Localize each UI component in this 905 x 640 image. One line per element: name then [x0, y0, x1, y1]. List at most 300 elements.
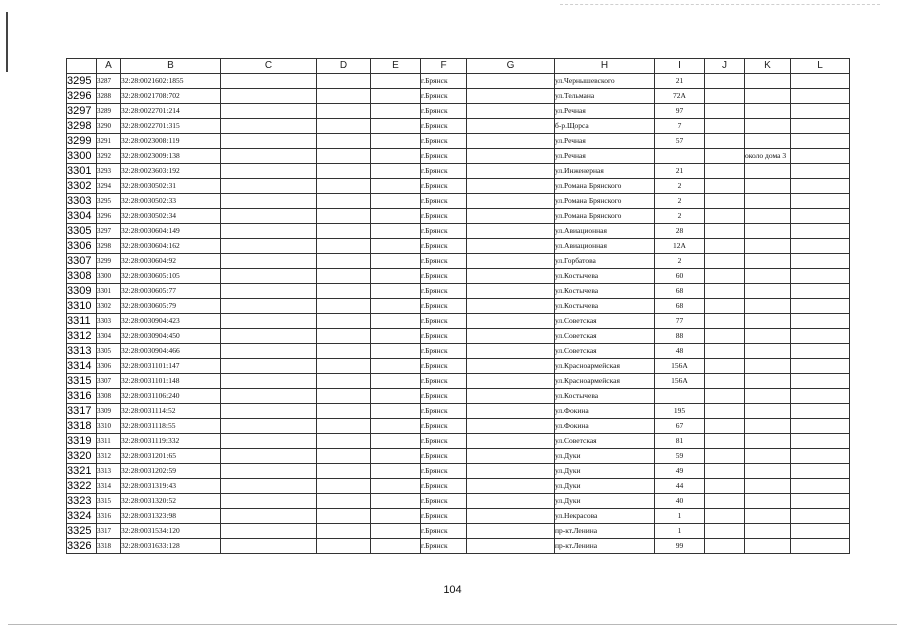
cell-j[interactable]	[705, 224, 745, 239]
cell-l[interactable]	[791, 524, 850, 539]
cell-f[interactable]: г.Брянск	[421, 464, 467, 479]
cell-k[interactable]	[745, 329, 791, 344]
cell-k[interactable]	[745, 284, 791, 299]
cell-f[interactable]: г.Брянск	[421, 74, 467, 89]
cell-j[interactable]	[705, 359, 745, 374]
cell-l[interactable]	[791, 194, 850, 209]
cell-l[interactable]	[791, 164, 850, 179]
cell-h[interactable]: ул.Чернышевского	[555, 74, 655, 89]
cell-l[interactable]	[791, 494, 850, 509]
cell-h[interactable]: ул.Романа Брянского	[555, 194, 655, 209]
cell-h[interactable]: пр-кт.Ленина	[555, 524, 655, 539]
row-number-header[interactable]: 3324	[67, 509, 97, 524]
cell-c[interactable]	[221, 134, 317, 149]
cell-i[interactable]: 21	[655, 74, 705, 89]
cell-k[interactable]	[745, 239, 791, 254]
cell-k[interactable]	[745, 524, 791, 539]
cell-g[interactable]	[467, 89, 555, 104]
cell-g[interactable]	[467, 449, 555, 464]
cell-l[interactable]	[791, 284, 850, 299]
cell-i[interactable]: 97	[655, 104, 705, 119]
cell-g[interactable]	[467, 239, 555, 254]
cell-l[interactable]	[791, 179, 850, 194]
cell-d[interactable]	[317, 419, 371, 434]
cell-k[interactable]	[745, 224, 791, 239]
row-number-header[interactable]: 3316	[67, 389, 97, 404]
cell-e[interactable]	[371, 359, 421, 374]
row-number-header[interactable]: 3297	[67, 104, 97, 119]
cell-c[interactable]	[221, 479, 317, 494]
cell-c[interactable]	[221, 299, 317, 314]
cell-a[interactable]: 3305	[97, 344, 121, 359]
cell-f[interactable]: г.Брянск	[421, 194, 467, 209]
cell-h[interactable]: ул.Авиационная	[555, 224, 655, 239]
cell-k[interactable]	[745, 299, 791, 314]
column-header-e[interactable]: E	[371, 59, 421, 74]
cell-l[interactable]	[791, 299, 850, 314]
cell-g[interactable]	[467, 524, 555, 539]
cell-l[interactable]	[791, 74, 850, 89]
cell-f[interactable]: г.Брянск	[421, 374, 467, 389]
cell-k[interactable]	[745, 209, 791, 224]
cell-l[interactable]	[791, 449, 850, 464]
row-number-header[interactable]: 3301	[67, 164, 97, 179]
cell-h[interactable]: ул.Фокина	[555, 404, 655, 419]
cell-f[interactable]: г.Брянск	[421, 209, 467, 224]
cell-f[interactable]: г.Брянск	[421, 179, 467, 194]
cell-k[interactable]	[745, 404, 791, 419]
cell-e[interactable]	[371, 509, 421, 524]
cell-j[interactable]	[705, 74, 745, 89]
cell-b[interactable]: 32:28:0030604:149	[121, 224, 221, 239]
column-header-i[interactable]: I	[655, 59, 705, 74]
cell-d[interactable]	[317, 164, 371, 179]
cell-g[interactable]	[467, 329, 555, 344]
cell-l[interactable]	[791, 389, 850, 404]
cell-b[interactable]: 32:28:0031118:55	[121, 419, 221, 434]
cell-a[interactable]: 3294	[97, 179, 121, 194]
cell-c[interactable]	[221, 284, 317, 299]
cell-c[interactable]	[221, 344, 317, 359]
cell-i[interactable]: 68	[655, 299, 705, 314]
cell-g[interactable]	[467, 149, 555, 164]
cell-e[interactable]	[371, 119, 421, 134]
row-number-header[interactable]: 3306	[67, 239, 97, 254]
cell-i[interactable]: 44	[655, 479, 705, 494]
cell-a[interactable]: 3302	[97, 299, 121, 314]
cell-d[interactable]	[317, 314, 371, 329]
cell-g[interactable]	[467, 389, 555, 404]
row-number-header[interactable]: 3302	[67, 179, 97, 194]
cell-b[interactable]: 32:28:0030605:79	[121, 299, 221, 314]
row-number-header[interactable]: 3314	[67, 359, 97, 374]
cell-b[interactable]: 32:28:0021708:702	[121, 89, 221, 104]
cell-i[interactable]: 21	[655, 164, 705, 179]
cell-e[interactable]	[371, 314, 421, 329]
cell-k[interactable]	[745, 374, 791, 389]
cell-g[interactable]	[467, 464, 555, 479]
cell-b[interactable]: 32:28:0030904:466	[121, 344, 221, 359]
cell-c[interactable]	[221, 359, 317, 374]
cell-c[interactable]	[221, 449, 317, 464]
cell-a[interactable]: 3299	[97, 254, 121, 269]
cell-d[interactable]	[317, 254, 371, 269]
cell-j[interactable]	[705, 449, 745, 464]
cell-i[interactable]: 7	[655, 119, 705, 134]
cell-j[interactable]	[705, 119, 745, 134]
cell-c[interactable]	[221, 149, 317, 164]
cell-c[interactable]	[221, 224, 317, 239]
cell-b[interactable]: 32:28:0030502:33	[121, 194, 221, 209]
cell-j[interactable]	[705, 134, 745, 149]
cell-d[interactable]	[317, 434, 371, 449]
cell-g[interactable]	[467, 179, 555, 194]
cell-c[interactable]	[221, 179, 317, 194]
cell-i[interactable]: 2	[655, 209, 705, 224]
cell-b[interactable]: 32:28:0031202:59	[121, 464, 221, 479]
cell-l[interactable]	[791, 344, 850, 359]
cell-d[interactable]	[317, 539, 371, 554]
cell-g[interactable]	[467, 344, 555, 359]
cell-d[interactable]	[317, 209, 371, 224]
cell-c[interactable]	[221, 119, 317, 134]
cell-i[interactable]	[655, 149, 705, 164]
cell-a[interactable]: 3304	[97, 329, 121, 344]
cell-a[interactable]: 3291	[97, 134, 121, 149]
cell-d[interactable]	[317, 299, 371, 314]
cell-a[interactable]: 3292	[97, 149, 121, 164]
cell-b[interactable]: 32:28:0031320:52	[121, 494, 221, 509]
cell-i[interactable]: 28	[655, 224, 705, 239]
cell-e[interactable]	[371, 269, 421, 284]
cell-h[interactable]: ул.Красноармейская	[555, 374, 655, 389]
cell-h[interactable]: пр-кт.Ленина	[555, 539, 655, 554]
cell-a[interactable]: 3303	[97, 314, 121, 329]
cell-c[interactable]	[221, 524, 317, 539]
cell-c[interactable]	[221, 509, 317, 524]
cell-h[interactable]: ул.Горбатова	[555, 254, 655, 269]
cell-d[interactable]	[317, 119, 371, 134]
cell-g[interactable]	[467, 374, 555, 389]
cell-k[interactable]	[745, 119, 791, 134]
cell-k[interactable]	[745, 359, 791, 374]
cell-f[interactable]: г.Брянск	[421, 494, 467, 509]
cell-f[interactable]: г.Брянск	[421, 344, 467, 359]
cell-i[interactable]: 2	[655, 194, 705, 209]
cell-b[interactable]: 32:28:0031323:98	[121, 509, 221, 524]
cell-h[interactable]: ул.Костычева	[555, 284, 655, 299]
cell-k[interactable]	[745, 254, 791, 269]
cell-f[interactable]: г.Брянск	[421, 269, 467, 284]
cell-f[interactable]: г.Брянск	[421, 89, 467, 104]
cell-i[interactable]: 57	[655, 134, 705, 149]
cell-j[interactable]	[705, 389, 745, 404]
cell-j[interactable]	[705, 404, 745, 419]
cell-e[interactable]	[371, 284, 421, 299]
cell-a[interactable]: 3318	[97, 539, 121, 554]
cell-j[interactable]	[705, 509, 745, 524]
cell-h[interactable]: ул.Авиационная	[555, 239, 655, 254]
cell-j[interactable]	[705, 269, 745, 284]
cell-d[interactable]	[317, 404, 371, 419]
cell-a[interactable]: 3290	[97, 119, 121, 134]
cell-h[interactable]: ул.Тельмана	[555, 89, 655, 104]
cell-a[interactable]: 3310	[97, 419, 121, 434]
row-number-header[interactable]: 3295	[67, 74, 97, 89]
cell-e[interactable]	[371, 254, 421, 269]
cell-d[interactable]	[317, 464, 371, 479]
cell-a[interactable]: 3289	[97, 104, 121, 119]
cell-i[interactable]: 72А	[655, 89, 705, 104]
cell-d[interactable]	[317, 269, 371, 284]
cell-e[interactable]	[371, 494, 421, 509]
cell-l[interactable]	[791, 434, 850, 449]
row-number-header[interactable]: 3321	[67, 464, 97, 479]
cell-b[interactable]: 32:28:0031114:52	[121, 404, 221, 419]
cell-b[interactable]: 32:28:0023603:192	[121, 164, 221, 179]
cell-d[interactable]	[317, 104, 371, 119]
column-header-c[interactable]: C	[221, 59, 317, 74]
cell-d[interactable]	[317, 224, 371, 239]
cell-g[interactable]	[467, 404, 555, 419]
row-number-header[interactable]: 3299	[67, 134, 97, 149]
cell-j[interactable]	[705, 314, 745, 329]
cell-i[interactable]: 68	[655, 284, 705, 299]
cell-i[interactable]: 60	[655, 269, 705, 284]
cell-b[interactable]: 32:28:0030604:162	[121, 239, 221, 254]
cell-b[interactable]: 32:28:0030604:92	[121, 254, 221, 269]
cell-l[interactable]	[791, 269, 850, 284]
cell-f[interactable]: г.Брянск	[421, 104, 467, 119]
cell-i[interactable]	[655, 389, 705, 404]
cell-l[interactable]	[791, 224, 850, 239]
column-header-f[interactable]: F	[421, 59, 467, 74]
cell-c[interactable]	[221, 464, 317, 479]
cell-b[interactable]: 32:28:0022701:214	[121, 104, 221, 119]
cell-h[interactable]: ул.Красноармейская	[555, 359, 655, 374]
cell-b[interactable]: 32:28:0023008:119	[121, 134, 221, 149]
cell-h[interactable]: ул.Речная	[555, 149, 655, 164]
cell-h[interactable]: ул.Дуки	[555, 494, 655, 509]
cell-k[interactable]	[745, 539, 791, 554]
cell-c[interactable]	[221, 194, 317, 209]
cell-i[interactable]: 77	[655, 314, 705, 329]
cell-k[interactable]	[745, 74, 791, 89]
cell-l[interactable]	[791, 149, 850, 164]
cell-i[interactable]: 88	[655, 329, 705, 344]
cell-f[interactable]: г.Брянск	[421, 224, 467, 239]
cell-e[interactable]	[371, 239, 421, 254]
cell-h[interactable]: ул.Дуки	[555, 449, 655, 464]
cell-c[interactable]	[221, 269, 317, 284]
row-number-header[interactable]: 3310	[67, 299, 97, 314]
row-number-header[interactable]: 3298	[67, 119, 97, 134]
cell-a[interactable]: 3317	[97, 524, 121, 539]
cell-c[interactable]	[221, 374, 317, 389]
cell-a[interactable]: 3312	[97, 449, 121, 464]
cell-e[interactable]	[371, 224, 421, 239]
cell-b[interactable]: 32:28:0030904:423	[121, 314, 221, 329]
cell-b[interactable]: 32:28:0030502:31	[121, 179, 221, 194]
cell-d[interactable]	[317, 344, 371, 359]
cell-d[interactable]	[317, 374, 371, 389]
cell-g[interactable]	[467, 74, 555, 89]
cell-l[interactable]	[791, 254, 850, 269]
cell-j[interactable]	[705, 524, 745, 539]
cell-j[interactable]	[705, 149, 745, 164]
cell-f[interactable]: г.Брянск	[421, 164, 467, 179]
cell-k[interactable]	[745, 479, 791, 494]
cell-g[interactable]	[467, 434, 555, 449]
cell-d[interactable]	[317, 194, 371, 209]
row-number-header[interactable]: 3313	[67, 344, 97, 359]
cell-d[interactable]	[317, 149, 371, 164]
cell-k[interactable]	[745, 164, 791, 179]
column-header-l[interactable]: L	[791, 59, 850, 74]
cell-e[interactable]	[371, 434, 421, 449]
cell-f[interactable]: г.Брянск	[421, 329, 467, 344]
cell-i[interactable]: 2	[655, 179, 705, 194]
cell-h[interactable]: ул.Речная	[555, 104, 655, 119]
cell-a[interactable]: 3296	[97, 209, 121, 224]
cell-l[interactable]	[791, 314, 850, 329]
cell-f[interactable]: г.Брянск	[421, 539, 467, 554]
cell-b[interactable]: 32:28:0031633:128	[121, 539, 221, 554]
cell-c[interactable]	[221, 164, 317, 179]
cell-g[interactable]	[467, 194, 555, 209]
cell-e[interactable]	[371, 344, 421, 359]
cell-c[interactable]	[221, 389, 317, 404]
cell-d[interactable]	[317, 494, 371, 509]
cell-c[interactable]	[221, 419, 317, 434]
cell-a[interactable]: 3297	[97, 224, 121, 239]
cell-e[interactable]	[371, 464, 421, 479]
cell-e[interactable]	[371, 134, 421, 149]
row-number-header[interactable]: 3322	[67, 479, 97, 494]
cell-l[interactable]	[791, 329, 850, 344]
cell-j[interactable]	[705, 209, 745, 224]
cell-j[interactable]	[705, 539, 745, 554]
row-number-header[interactable]: 3309	[67, 284, 97, 299]
cell-f[interactable]: г.Брянск	[421, 419, 467, 434]
row-number-header[interactable]: 3307	[67, 254, 97, 269]
cell-b[interactable]: 32:28:0023009:138	[121, 149, 221, 164]
cell-k[interactable]	[745, 134, 791, 149]
cell-j[interactable]	[705, 164, 745, 179]
cell-e[interactable]	[371, 149, 421, 164]
cell-c[interactable]	[221, 104, 317, 119]
cell-a[interactable]: 3313	[97, 464, 121, 479]
cell-g[interactable]	[467, 224, 555, 239]
cell-k[interactable]	[745, 509, 791, 524]
cell-i[interactable]: 195	[655, 404, 705, 419]
cell-g[interactable]	[467, 209, 555, 224]
cell-g[interactable]	[467, 164, 555, 179]
cell-k[interactable]	[745, 419, 791, 434]
cell-a[interactable]: 3301	[97, 284, 121, 299]
cell-c[interactable]	[221, 74, 317, 89]
cell-d[interactable]	[317, 509, 371, 524]
cell-j[interactable]	[705, 89, 745, 104]
cell-d[interactable]	[317, 89, 371, 104]
cell-l[interactable]	[791, 239, 850, 254]
cell-k[interactable]	[745, 344, 791, 359]
cell-e[interactable]	[371, 299, 421, 314]
cell-c[interactable]	[221, 329, 317, 344]
column-header-a[interactable]: A	[97, 59, 121, 74]
row-number-header[interactable]: 3312	[67, 329, 97, 344]
cell-k[interactable]	[745, 464, 791, 479]
cell-e[interactable]	[371, 374, 421, 389]
cell-c[interactable]	[221, 434, 317, 449]
cell-g[interactable]	[467, 269, 555, 284]
cell-j[interactable]	[705, 254, 745, 269]
cell-k[interactable]	[745, 104, 791, 119]
cell-h[interactable]: б-р.Щорса	[555, 119, 655, 134]
cell-g[interactable]	[467, 119, 555, 134]
cell-e[interactable]	[371, 404, 421, 419]
cell-i[interactable]: 1	[655, 509, 705, 524]
cell-d[interactable]	[317, 359, 371, 374]
cell-g[interactable]	[467, 539, 555, 554]
cell-e[interactable]	[371, 74, 421, 89]
cell-g[interactable]	[467, 479, 555, 494]
cell-f[interactable]: г.Брянск	[421, 134, 467, 149]
cell-l[interactable]	[791, 89, 850, 104]
cell-h[interactable]: ул.Костычева	[555, 389, 655, 404]
cell-i[interactable]: 156А	[655, 374, 705, 389]
cell-g[interactable]	[467, 104, 555, 119]
cell-l[interactable]	[791, 374, 850, 389]
cell-k[interactable]	[745, 314, 791, 329]
cell-j[interactable]	[705, 434, 745, 449]
cell-g[interactable]	[467, 134, 555, 149]
cell-h[interactable]: ул.Некрасова	[555, 509, 655, 524]
cell-k[interactable]: около дома 3	[745, 149, 791, 164]
cell-h[interactable]: ул.Советская	[555, 329, 655, 344]
cell-i[interactable]: 48	[655, 344, 705, 359]
cell-c[interactable]	[221, 539, 317, 554]
cell-j[interactable]	[705, 104, 745, 119]
cell-g[interactable]	[467, 359, 555, 374]
cell-a[interactable]: 3293	[97, 164, 121, 179]
cell-l[interactable]	[791, 479, 850, 494]
cell-b[interactable]: 32:28:0031101:147	[121, 359, 221, 374]
cell-g[interactable]	[467, 419, 555, 434]
cell-j[interactable]	[705, 419, 745, 434]
cell-i[interactable]: 67	[655, 419, 705, 434]
cell-c[interactable]	[221, 254, 317, 269]
cell-l[interactable]	[791, 104, 850, 119]
cell-b[interactable]: 32:28:0031106:240	[121, 389, 221, 404]
cell-e[interactable]	[371, 479, 421, 494]
cell-h[interactable]: ул.Советская	[555, 344, 655, 359]
cell-f[interactable]: г.Брянск	[421, 254, 467, 269]
column-header-b[interactable]: B	[121, 59, 221, 74]
cell-f[interactable]: г.Брянск	[421, 404, 467, 419]
cell-f[interactable]: г.Брянск	[421, 119, 467, 134]
cell-h[interactable]: ул.Дуки	[555, 479, 655, 494]
cell-b[interactable]: 32:28:0031119:332	[121, 434, 221, 449]
cell-c[interactable]	[221, 314, 317, 329]
cell-l[interactable]	[791, 404, 850, 419]
cell-e[interactable]	[371, 164, 421, 179]
cell-j[interactable]	[705, 374, 745, 389]
cell-a[interactable]: 3298	[97, 239, 121, 254]
cell-c[interactable]	[221, 494, 317, 509]
cell-l[interactable]	[791, 359, 850, 374]
row-number-header[interactable]: 3317	[67, 404, 97, 419]
